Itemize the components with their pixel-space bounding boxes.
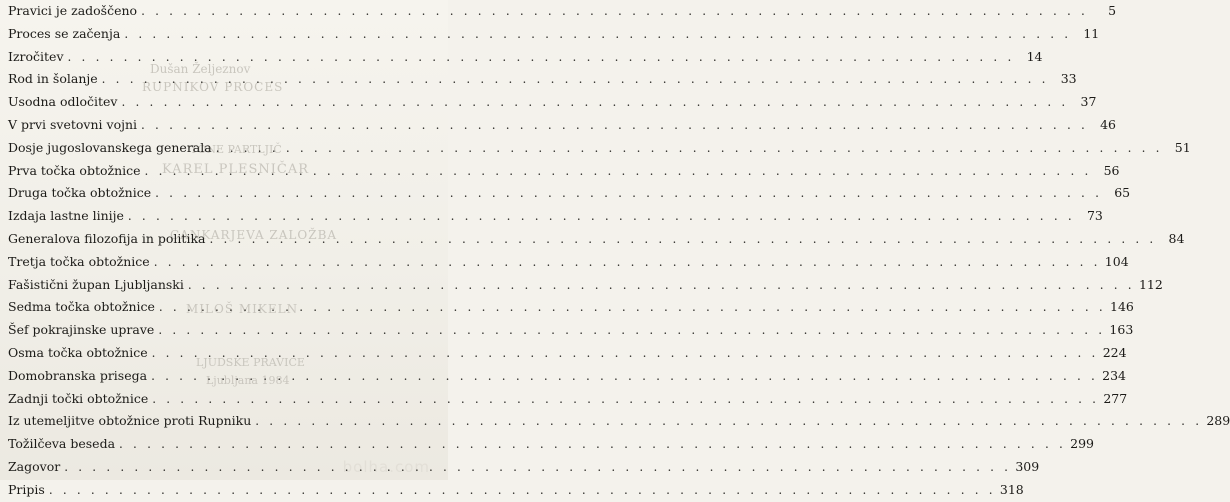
dot-leader: [255, 410, 1202, 433]
dot-leader: [209, 228, 1156, 251]
toc-entry-title: Izdaja lastne linije: [8, 208, 124, 224]
toc-entry: [8, 342, 1127, 365]
toc-entry-title: Dosje jugoslovanskega generala: [8, 139, 212, 155]
toc-entry-page: 5: [1108, 3, 1117, 18]
toc-entry: [8, 205, 1103, 228]
toc-entry: [8, 456, 1040, 479]
toc-entry-title: Osma točka obtožnice: [8, 344, 148, 360]
dot-leader: [216, 137, 1163, 160]
toc-entry: [8, 388, 1128, 411]
toc-entry-page: 234: [1102, 367, 1127, 383]
dot-leader: [158, 319, 1105, 342]
toc-entry-page: 11: [1083, 25, 1100, 41]
toc-entry-title: Zadnji točki obtožnice: [8, 390, 149, 406]
show-through-text: KAREL PLESNIČAR: [162, 162, 310, 177]
dot-leader: [159, 296, 1106, 319]
toc-entry-page: 112: [1138, 276, 1163, 292]
toc-entry: [8, 479, 1024, 502]
toc-entry-title: Prva točka obtožnice: [8, 162, 141, 178]
toc-entry-page: 51: [1174, 139, 1191, 155]
toc-entry-page: 318: [999, 481, 1024, 497]
show-through-text: CANKARJEVA ZALOŽBA: [170, 228, 338, 242]
toc-entry-title: Šef pokrajinske uprave: [8, 322, 155, 338]
dot-leader: [124, 23, 1071, 46]
toc-entry-page: 104: [1104, 253, 1129, 269]
dot-leader: [122, 91, 1069, 114]
toc-entry: [8, 251, 1129, 274]
toc-entry-page: 65: [1114, 185, 1131, 201]
toc-entry: [8, 23, 1100, 46]
dot-leader: [151, 365, 1098, 388]
toc-entry-title: Sedma točka obtožnice: [8, 299, 155, 315]
dot-leader: [141, 114, 1088, 137]
dot-leader: [68, 46, 1015, 69]
watermark: bolha.com: [342, 458, 430, 476]
toc-entry: [8, 228, 1185, 251]
dot-leader: [141, 0, 1088, 23]
toc-entry-page: 289: [1206, 413, 1230, 429]
toc-entry-page: 277: [1103, 390, 1128, 406]
dot-leader: [155, 182, 1102, 205]
dot-leader: [49, 479, 996, 502]
toc-entry-page: 299: [1070, 436, 1094, 452]
toc-entry: [8, 0, 1117, 23]
dot-leader: [119, 433, 1066, 456]
toc-entry-title: Zagovor: [8, 458, 61, 474]
toc-entry-title: Izročitev: [8, 48, 64, 64]
toc-entry: [8, 319, 1134, 342]
show-through-text: MILOŠ MIKELN: [186, 302, 299, 316]
toc-entry-title: V prvi svetovni vojni: [8, 116, 138, 132]
toc-entry-title: Generalova filozofija in politika: [8, 230, 206, 246]
toc-entry-title: Pripis: [8, 481, 45, 497]
toc-entry-page: 56: [1103, 162, 1120, 178]
toc-entry: [8, 137, 1191, 160]
toc-entry-title: Usodna odločitev: [8, 94, 118, 110]
toc-entry: [8, 365, 1127, 388]
toc-entry: [8, 182, 1131, 205]
toc-entry-title: Domobranska prisega: [8, 367, 148, 383]
toc-entry-page: 163: [1109, 322, 1134, 338]
show-through-text: TONE PARTLJIČ: [190, 143, 282, 156]
toc-entry-page: 146: [1110, 299, 1134, 315]
dot-leader: [102, 68, 1049, 91]
toc-entry-title: Pravici je zadoščeno: [8, 3, 138, 18]
toc-entry-title: Fašistični župan Ljubljanski: [8, 276, 184, 292]
dot-leader: [152, 342, 1099, 365]
table-of-contents: [8, 0, 1230, 502]
toc-entry-page: 14: [1026, 48, 1043, 64]
toc-entry-page: 84: [1168, 230, 1185, 246]
toc-entry-title: Proces se začenja: [8, 25, 121, 41]
dot-leader: [64, 456, 1011, 479]
dot-leader: [188, 274, 1135, 297]
toc-entry-page: 33: [1060, 71, 1077, 87]
toc-entry: [8, 433, 1094, 456]
toc-entry-page: 309: [1015, 458, 1040, 474]
toc-entry: [8, 114, 1116, 137]
toc-entry: [8, 68, 1077, 91]
toc-entry-page: 73: [1086, 208, 1103, 224]
dot-leader: [154, 251, 1101, 274]
toc-entry-title: Iz utemeljitve obtožnice proti Rupniku: [8, 413, 252, 429]
show-through-text: LJUDSKE PRAVICE: [196, 356, 305, 369]
toc-entry-page: 37: [1080, 94, 1097, 110]
show-through-text: Dušan Željeznov: [150, 62, 251, 76]
toc-entry: [8, 160, 1120, 183]
show-through-text: Ljubljana 1984: [206, 374, 290, 387]
dot-leader: [145, 160, 1092, 183]
dot-leader: [152, 388, 1099, 411]
toc-entry: [8, 274, 1163, 297]
toc-entry-page: 46: [1100, 116, 1116, 132]
toc-entry: [8, 46, 1043, 69]
toc-entry: [8, 296, 1134, 319]
toc-entry: [8, 410, 1230, 433]
toc-entry-title: Druga točka obtožnice: [8, 185, 152, 201]
toc-entry-title: Tožilčeva beseda: [8, 436, 116, 452]
toc-entry-page: 224: [1102, 344, 1127, 360]
show-through-text: RUPNIKOV PROCES: [142, 80, 284, 94]
toc-entry: [8, 91, 1097, 114]
dot-leader: [128, 205, 1075, 228]
toc-entry-title: Tretja točka obtožnice: [8, 253, 150, 269]
toc-entry-title: Rod in šolanje: [8, 71, 98, 87]
